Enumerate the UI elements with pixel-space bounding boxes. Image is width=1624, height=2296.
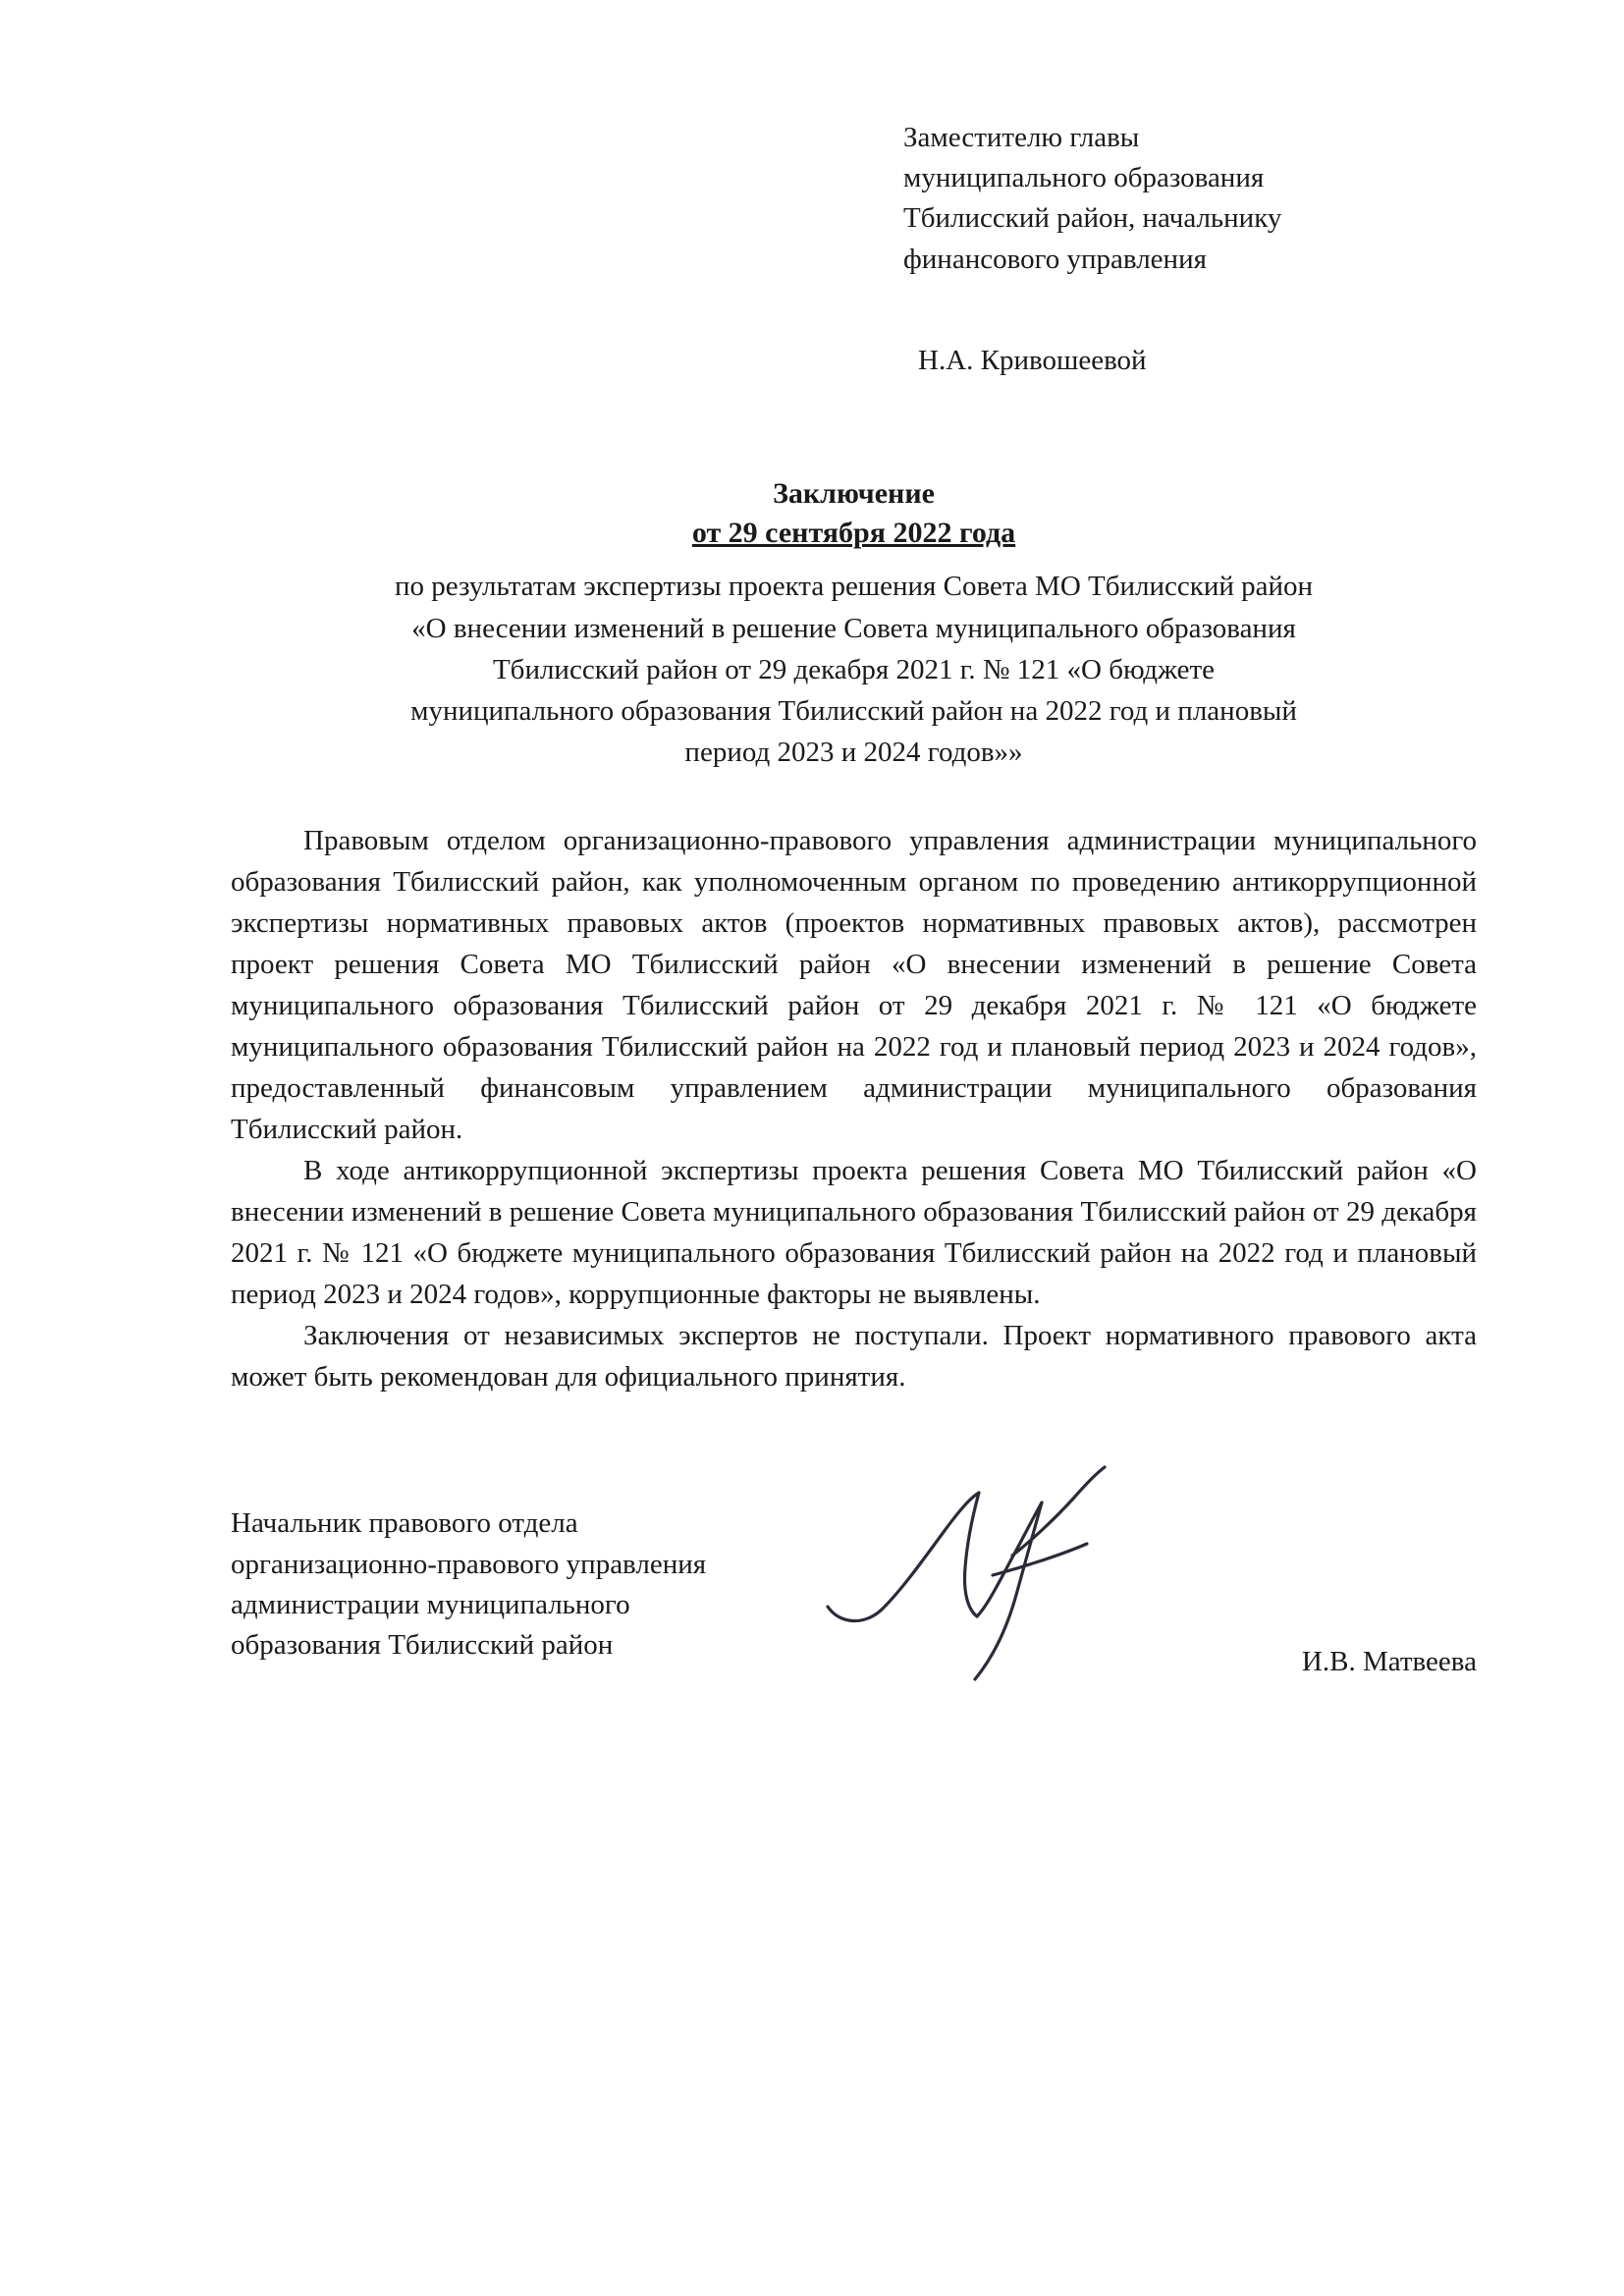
addressee-block [903,118,1477,381]
addressee-line: муниципального образования [903,162,1265,194]
signature-block [231,1503,1477,1729]
handwritten-signature-icon [820,1459,1154,1695]
addressee-name: Н.А. Кривошеевой [918,344,1147,376]
page-title: Заключение [773,476,935,510]
subtitle-line: муниципального образования Тбилисский район на 2022 год и плановый [410,694,1297,727]
subtitle-line: Тбилисский район от 29 декабря 2021 г. № 121 «О бюджете [492,653,1216,685]
paragraph: В ходе антикоррупционной экспертизы проекта решения Совета МО Тбилисский район «О внесении изменений в решение Совета муниципального образования Тбилисский район от 29 декабря 2021 г. № 121 «О бюджете муниципального образования Тбилисский район на 2022 год и плановый период 2023 и 2024 годов», коррупционные факторы не выявлены. [231,1155,1477,1311]
subtitle-line: период 2023 и 2024 годов»» [684,736,1023,768]
title-block [231,474,1477,773]
signer-position-line: администрации муниципального [231,1588,630,1620]
signer-position-line: образования Тбилисский район [231,1628,614,1661]
signer-position-line: организационно-правового управления [231,1548,707,1580]
signer-position-line: Начальник правового отдела [231,1507,578,1540]
document-date: от 29 сентября 2022 года [691,517,1016,550]
addressee-line: Заместителю главы [903,122,1140,153]
signer-name: И.В. Матвеева [1301,1646,1477,1678]
body-text [231,820,1477,1398]
document-subtitle [231,566,1477,772]
subtitle-line: по результатам экспертизы проекта решения Совета МО Тбилисский район [394,571,1314,603]
signer-position [231,1503,859,1666]
addressee-line: финансового управления [903,243,1207,275]
subtitle-line: «О внесении изменений в решение Совета муниципального образования [411,612,1296,644]
paragraph: Заключения от независимых экспертов не поступали. Проект нормативного правового акта может быть рекомендован для официального принятия. [231,1320,1477,1394]
addressee-line: Тбилисский район, начальнику [903,202,1282,235]
paragraph: Правовым отделом организационно-правового управления администрации муниципального образования Тбилисский район, как уполномоченным органом по проведению антикоррупционной экспертизы нормативных правовых актов (проектов нормативных правовых актов), рассмотрен проект решения Совета МО Тбилисский район «О внесении изменений в решение Совета муниципального образования Тбилисский район от 29 декабря 2021 г. № 121 «О бюджете муниципального образования Тбилисский район на 2022 год и плановый период 2023 и 2024 годов», предоставленный финансовым управлением администрации муниципального образования Тбилисский район. [231,824,1477,1146]
